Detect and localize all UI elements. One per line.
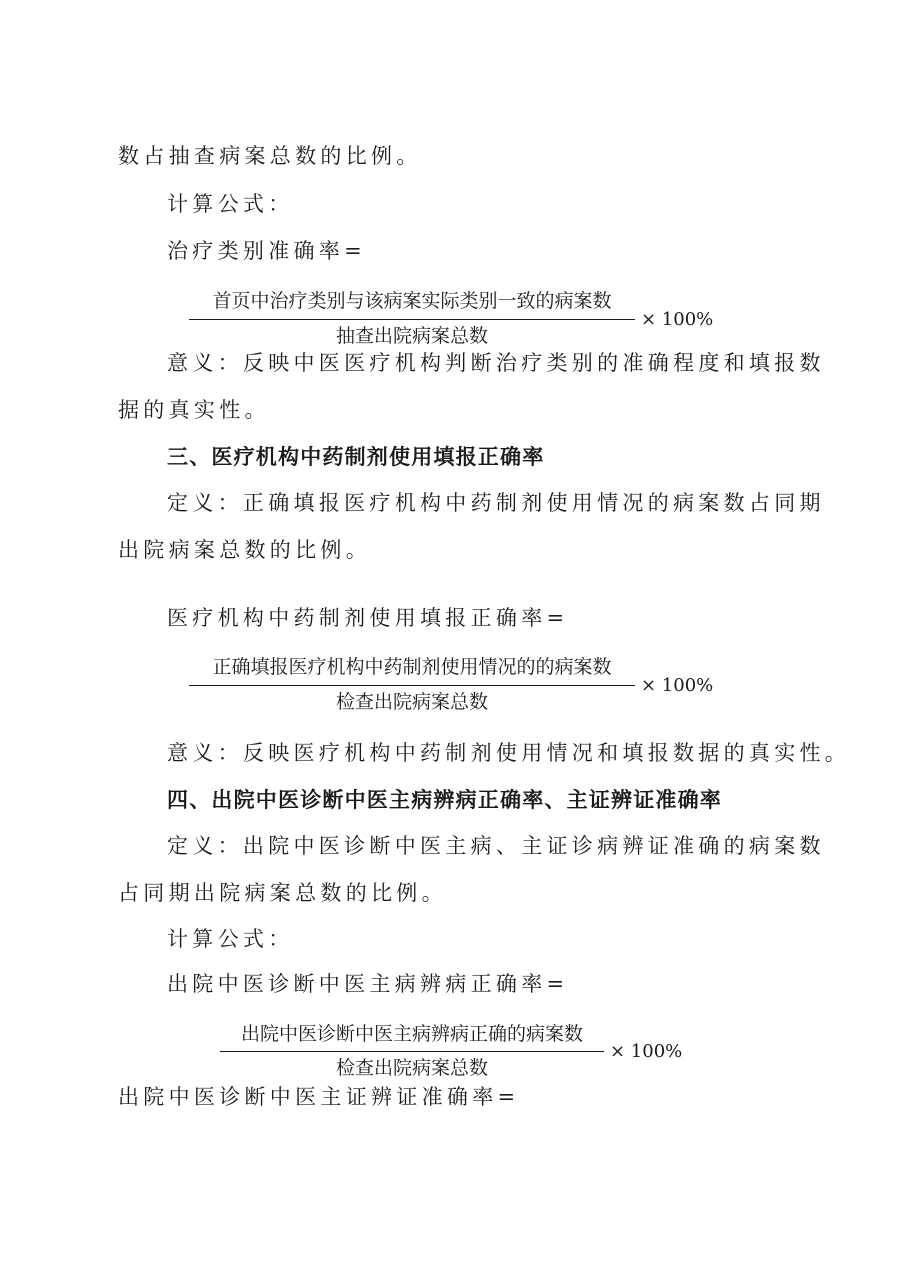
text-line: 意义：反映医疗机构中药制剂使用情况和填报数据的真实性。 <box>167 741 851 765</box>
formula-denominator: 检查出院病案总数 <box>335 691 488 713</box>
formula-multiplier: × 100% <box>641 675 714 696</box>
text-line: 医疗机构中药制剂使用填报正确率= <box>167 606 569 630</box>
formula-denominator: 抽查出院病案总数 <box>335 325 488 347</box>
text-line: 出院中医诊断中医主病辨病正确率= <box>167 972 569 996</box>
text-line: 数占抽查病案总数的比例。 <box>118 144 422 168</box>
text-line: 治疗类别准确率= <box>167 239 366 263</box>
text-line: 定义：正确填报医疗机构中药制剂使用情况的病案数占同期 <box>167 491 825 515</box>
formula-numerator: 出院中医诊断中医主病辨病正确的病案数 <box>240 1023 583 1045</box>
section-heading-3: 三、医疗机构中药制剂使用填报正确率 <box>167 445 545 469</box>
fraction-bar <box>189 685 635 686</box>
formula-multiplier: × 100% <box>610 1041 683 1062</box>
text-line: 计算公式： <box>167 192 294 216</box>
formula-numerator: 正确填报医疗机构中药制剂使用情况的的病案数 <box>212 656 612 678</box>
formula-denominator: 检查出院病案总数 <box>335 1057 488 1079</box>
formula-numerator: 首页中治疗类别与该病案实际类别一致的病案数 <box>212 290 612 312</box>
text-line: 据的真实性。 <box>118 398 270 422</box>
text-line: 意义：反映中医医疗机构判断治疗类别的准确程度和填报数 <box>167 351 825 375</box>
section-heading-4: 四、出院中医诊断中医主病辨病正确率、主证辨证准确率 <box>167 788 722 812</box>
text-line: 占同期出院病案总数的比例。 <box>118 881 447 905</box>
fraction-bar <box>189 319 635 320</box>
text-line: 出院中医诊断中医主证辨证准确率= <box>118 1085 520 1109</box>
text-line: 出院病案总数的比例。 <box>118 538 371 562</box>
text-line: 计算公式： <box>167 927 294 951</box>
fraction-bar <box>220 1051 604 1052</box>
text-line: 定义：出院中医诊断中医主病、主证诊病辨证准确的病案数 <box>167 834 825 858</box>
formula-multiplier: × 100% <box>641 309 714 330</box>
